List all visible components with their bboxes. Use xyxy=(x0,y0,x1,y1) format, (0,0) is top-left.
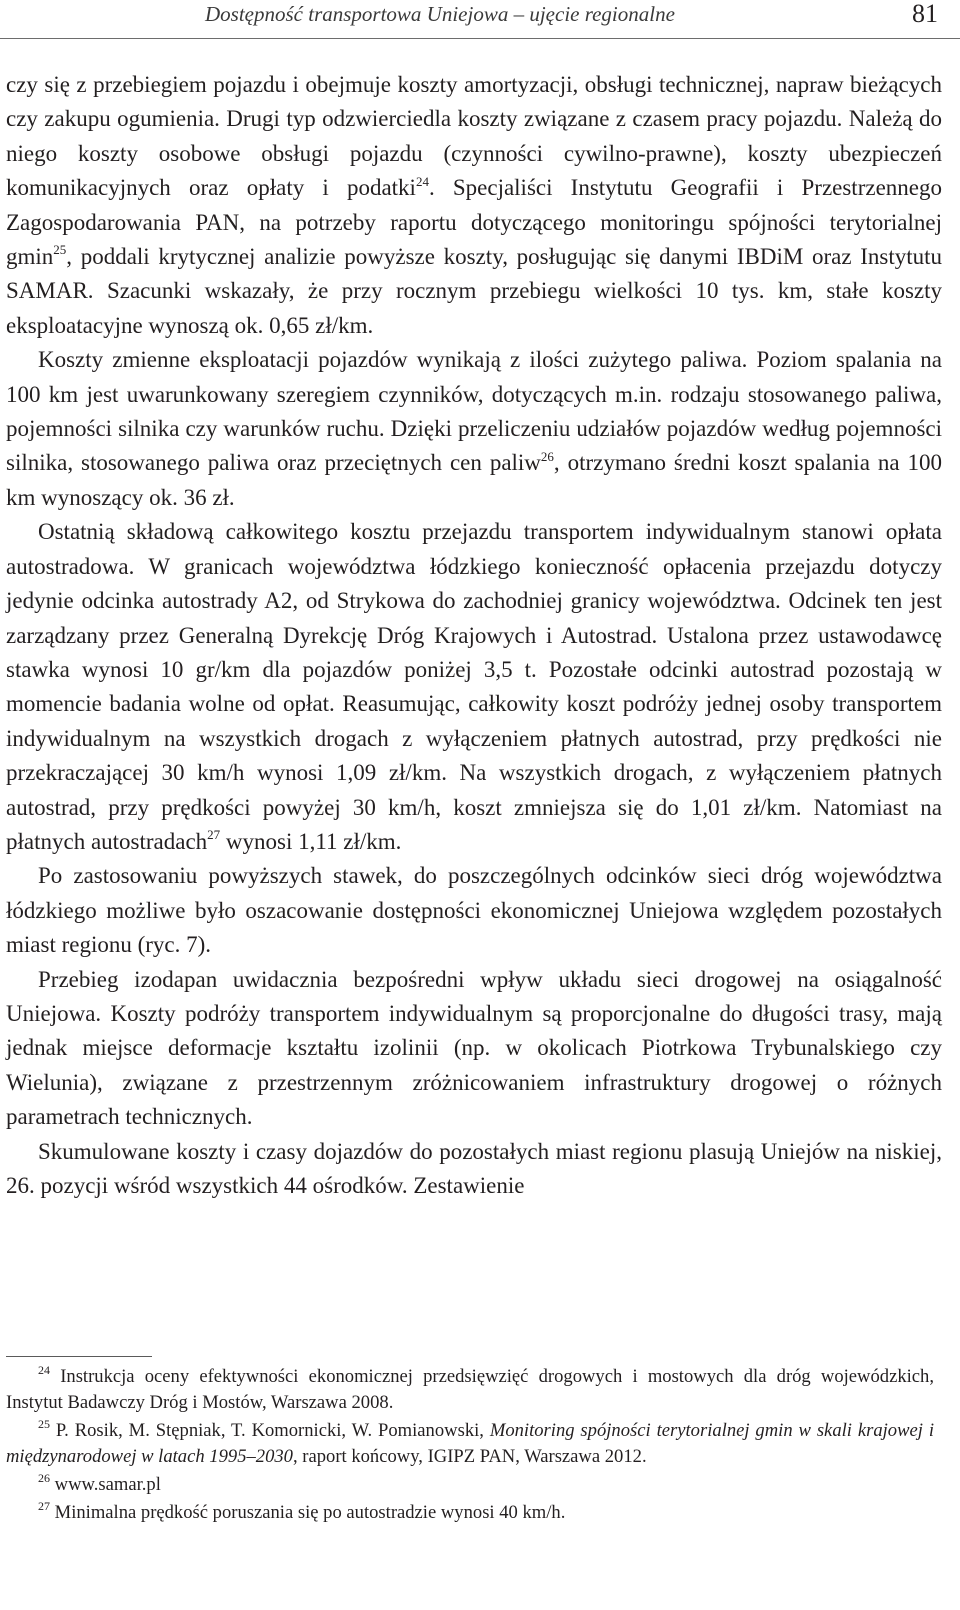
text-run: Ostatnią składową całkowitego kosztu przejazdu transportem indywidualnym stanowi opłata autostradowa. W granicach województwa łódzkiego konieczność opłacenia przejazdu dotyczy jedynie odcinka autostrady A2, od Strykowa do zachodniej granicy województwa. Odcinek ten jest zarządzany przez Generalną Dyrekcję Dróg Krajowych i Autostrad. Ustalona przez ustawodawcę stawka wynosi 10 gr/km dla pojazdów poniżej 3,5 t. Pozostałe odcinki autostrad pozostają w momencie badania wolne od opłat. Reasumując, całkowity koszt podróży jednej osoby transportem indywidualnym na wszystkich drogach z wyłączeniem płatnych autostrad, przy prędkości nie przekraczającej 30 km/h wynosi 1,09 zł/km. Na wszystkich drogach, z wyłączeniem płatnych autostrad, przy prędkości powyżej 30 km/h, koszt zmniejsza się do 1,01 zł/km. Natomiast na płatnych autostradach xyxy=(6,519,942,854)
footnote-number: 25 xyxy=(38,1416,50,1431)
page-number: 81 xyxy=(912,0,938,28)
footnote-title: Monitoring spójności terytorialnej gmin w skali krajowej i międzynarodowej w latach 1995–2030 xyxy=(6,1420,934,1467)
footnote-ref[interactable]: 27 xyxy=(207,827,221,843)
footnote-link[interactable]: www.samar.pl xyxy=(54,1474,161,1495)
footnote-25 xyxy=(6,1418,934,1470)
paragraph: Po zastosowaniu powyższych stawek, do poszczególnych odcinków sieci dróg województwa łódzkiego możliwe było oszacowanie dostępności ekonomicznej Uniejowa względem pozostałych miast regionu (ryc. 7). xyxy=(6,863,942,958)
footnote-separator xyxy=(6,1356,152,1357)
main-text xyxy=(6,68,942,1203)
footnote-text: , raport końcowy, IGIPZ PAN, Warszawa 2012. xyxy=(292,1446,647,1467)
footnote-authors: P. Rosik, M. Stępniak, T. Komornicki, W. Pomianowski, xyxy=(55,1420,490,1441)
footnote-number: 26 xyxy=(38,1470,50,1485)
paragraph: Przebieg izodapan uwidacznia bezpośredni wpływ układu sieci drogowej na osiągalność Uniejowa. Koszty podróży transportem indywidualnym są proporcjonalne do długości trasy, mają jednak miejsce deformacje kształtu izolinii (np. w okolicach Piotrkowa Trybunalskiego czy Wielunia), związane z przestrzennym zróżnicowaniem infrastruktury drogowej o różnych parametrach technicznych. xyxy=(6,966,942,1130)
paragraph: Skumulowane koszty i czasy dojazdów do pozostałych miast regionu plasują Uniejów na niskiej, 26. pozycji wśród wszystkich 44 ośrodków. Zestawienie xyxy=(6,1138,942,1198)
footnote-number: 27 xyxy=(38,1498,50,1513)
text-run: czy się z przebiegiem pojazdu i obejmuje koszty amortyzacji, obsługi technicznej, napraw bieżących czy zakupu ogumienia. Drugi typ odzwierciedla koszty związane z czasem pracy pojazdu. Należą do niego koszty osobowe obsługi pojazdu (czynności cywilno-prawne), koszty ubezpieczeń komunikacyjnych oraz opłaty i podatki xyxy=(6,72,942,201)
paragraph xyxy=(6,343,942,515)
footnote-text: Instrukcja oceny efektywności ekonomicznej przedsięwzięć drogowych i mostowych dla dróg wojewódzkich, Instytut Badawczy Dróg i Mostów, Warszawa 2008. xyxy=(6,1366,934,1413)
page-header xyxy=(0,0,960,40)
text-run: wynosi 1,11 zł/km. xyxy=(220,828,402,854)
footnote-text: Minimalna prędkość poruszania się po autostradzie wynosi 40 km/h. xyxy=(54,1502,566,1523)
footnotes xyxy=(6,1364,934,1528)
text-run: . Specjaliści Instytutu Geografii i Przestrzennego Zagospodarowania PAN, na potrzeby raportu dotyczącego monitoringu spójności terytorialnej gmin xyxy=(6,175,942,270)
footnote-number: 24 xyxy=(38,1362,50,1377)
footnote-ref[interactable]: 25 xyxy=(53,242,67,258)
footnote-26 xyxy=(6,1472,934,1498)
paragraph xyxy=(6,68,942,343)
footnote-27 xyxy=(6,1500,934,1526)
text-run: Koszty zmienne eksploatacji pojazdów wynikają z ilości zużytego paliwa. Poziom spalania na 100 km jest uwarunkowany szeregiem czynników, dotyczących m.in. rodzaju stosowanego paliwa, pojemności silnika czy warunków ruchu. Dzięki przeliczeniu udziałów pojazdów według pojemności silnika, stosowanego paliwa oraz przeciętnych cen paliw xyxy=(6,347,942,476)
footnote-ref[interactable]: 26 xyxy=(540,448,554,464)
running-title: Dostępność transportowa Uniejowa – ujęcie regionalne xyxy=(205,2,675,26)
footnote-24 xyxy=(6,1364,934,1416)
paragraph xyxy=(6,515,942,859)
footnote-ref[interactable]: 24 xyxy=(415,173,429,189)
header-rule xyxy=(0,38,960,39)
text-run: , poddali krytycznej analizie powyższe koszty, posługując się danymi IBDiM oraz Instytutu SAMAR. Szacunki wskazały, że przy rocznym przebiegu wielkości 10 tys. km, stałe koszty eksploatacyjne wynoszą ok. 0,65 zł/km. xyxy=(6,244,942,338)
text-run: , otrzymano średni koszt spalania na 100 km wynoszący ok. 36 zł. xyxy=(6,450,942,510)
